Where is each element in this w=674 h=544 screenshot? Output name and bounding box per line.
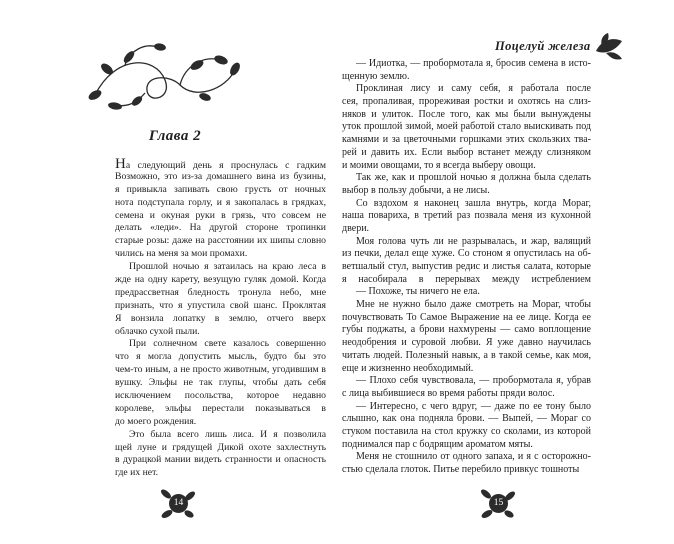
text-line: наша повариха, в третий раз позвала меня из кухонной <box>342 210 591 222</box>
paragraph <box>342 401 591 452</box>
text-line: я привыкла запивать свою грусть от ночных <box>115 183 326 195</box>
text-line: Это была всего лишь лиса. И я позволила <box>129 428 326 440</box>
text-line: На следующий день я проснулась с гадким <box>115 158 326 171</box>
paragraph <box>342 375 591 400</box>
paragraph <box>342 198 591 236</box>
text-line: признать, что я упустила свой шанс. Проклятая <box>115 299 326 311</box>
right-page-text <box>342 58 591 477</box>
text-line: что я могла допустить мысль, будто бы это <box>115 351 326 363</box>
text-line: нота подступала горлу, и я закопалась в грядках, <box>115 196 326 208</box>
paragraph <box>342 236 591 287</box>
paragraph <box>342 299 591 375</box>
text-line: выбор в пользу добычи, а не лисы. <box>342 184 490 196</box>
text-line: семена и окуная руки в грязь, что совсем не <box>115 209 326 221</box>
text-line: Возможно, это из-за домашнего вина из бузины, <box>115 170 326 182</box>
text-line: жде на одну карету, везущую гуляк домой. Когда <box>115 274 326 286</box>
text-line: поднимался пар с бодрящим ароматом мяты. <box>342 438 533 450</box>
text-line: еще и жизненно необходимый. <box>342 362 474 374</box>
text-line: где их нет. <box>115 467 159 479</box>
text-line: делать «леди». На другой стороне тропинки <box>115 222 326 234</box>
text-line: чем-то иным, а не просто животным, угодившим в <box>115 364 326 376</box>
running-header: Поцелуй железа <box>495 39 591 53</box>
text-line: вушку. Эльфы не так глупы, чтобы дать себя <box>115 377 326 389</box>
text-line: чились на меня за мои промахи. <box>115 248 248 260</box>
text-line: сея, пропаливая, прореживая ростки и охотясь на слиз- <box>342 96 591 108</box>
text-line: стуком поставила на стол кружку со сколами, из которой <box>342 425 591 437</box>
text-line: щей луне и грядущей Дикой охоте захлестнуть <box>115 441 326 453</box>
drop-cap: Н <box>115 158 126 171</box>
paragraph <box>342 451 591 476</box>
text-line: губы поджаты, а брови нахмурены — само воплощение <box>342 324 591 336</box>
right-page <box>337 0 674 544</box>
text-line: — Похоже, ты ничего не ела. <box>356 286 480 298</box>
text-line: неодобрения и суровой любви. Я уже давно научилась <box>342 337 591 349</box>
text-line: почувствовать То Самое Выражение на ее лице. Когда ее <box>342 311 591 323</box>
page-number: 14 <box>169 494 188 513</box>
text-line: и моими овощами, то я всегда выберу овощи. <box>342 159 536 171</box>
text-line: — Плохо себя чувствовала, — пробормотала я, убрав <box>356 375 591 387</box>
chapter-title: Глава 2 <box>148 128 202 144</box>
text-line: Моя голова чуть ли не разрывалась, и жар, валящий <box>356 235 591 247</box>
vine-ornament-icon <box>85 35 245 115</box>
leaf-ornament-icon <box>592 33 628 63</box>
text-line: Мне не нужно было даже смотреть на Мораг, чтобы <box>356 299 591 311</box>
text-line: королеве, эльфы перестали показываться в <box>115 402 326 414</box>
text-line: с лица выбившиеся во время работы пряди волос. <box>342 387 555 399</box>
text-line: Меня не стошнило от одного запаха, и я с осторожно- <box>356 451 591 463</box>
text-line: Прошлой ночью я затаилась на краю леса в <box>129 261 326 273</box>
text-line: Проклиная лису и саму себя, я работала после <box>356 83 591 95</box>
paragraph <box>342 286 591 299</box>
text-line: ветшалый стул, выпустив редис и листья салата, которые <box>342 261 591 272</box>
text-line: уток прошлой зимой, моей работой стало выискивать под <box>342 121 591 133</box>
paragraph <box>342 172 591 197</box>
text-line: Я вонзила лопатку в землю, отчего вверх <box>115 312 326 324</box>
left-page-text <box>115 158 326 480</box>
text-line: щенную землю. <box>342 70 410 82</box>
text-line: читать людей. Полезный навык, а в такой семье, как моя, <box>342 349 591 361</box>
text-line: — Интересно, с чего вдруг, — даже по ее тону было <box>356 400 591 412</box>
text-line: стью сделала глоток. Питье перебило привкус тошноты <box>342 464 580 475</box>
text-line: двери. <box>342 222 370 234</box>
paragraph <box>115 261 326 338</box>
text-line: до моего рождения. <box>115 415 197 427</box>
page-number: 15 <box>489 494 508 513</box>
text-line: рей и давить их. Если выбор встанет между слизняком <box>342 146 591 158</box>
text-line: я насобирала в перерывах между истреблением <box>342 273 591 285</box>
paragraph <box>115 429 326 481</box>
text-line: Со вздохом я наконец зашла внутрь, когда Мораг, <box>356 197 591 209</box>
text-line: камнями и за цветочными горшками этих скользких тва- <box>342 134 591 146</box>
paragraph <box>342 58 591 83</box>
text-line: При солнечном свете казалось совершенно <box>129 338 326 350</box>
paragraph <box>115 338 326 428</box>
text-line: слышно, как она подняла брови. — Выпей, — Мораг со <box>342 413 591 425</box>
text-line: няков и улиток. После того, как мы были вынуждены <box>342 108 591 120</box>
paragraph <box>342 83 591 172</box>
page-number-left <box>158 486 198 520</box>
text-line: — Идиотка, — пробормотала я, бросив семена в исто- <box>356 58 591 69</box>
text-line: предрассветная бледность тронула небо, мне <box>115 286 326 298</box>
paragraph <box>115 158 326 261</box>
text-line: облачко сухой пыли. <box>115 325 200 337</box>
text-line: старые розы: даже на расстоянии их шипы словно <box>115 235 326 247</box>
text-line: Так же, как и прошлой ночью я должна была сделать <box>356 172 591 184</box>
text-line: в дурацкой мании видеть странности и опасность <box>115 454 326 466</box>
text-line: исключением посольства, которое недавно <box>115 390 326 402</box>
text-line: из печки, делал еще хуже. Со стоном я опустилась на об- <box>342 248 591 260</box>
page-number-right <box>478 486 518 520</box>
